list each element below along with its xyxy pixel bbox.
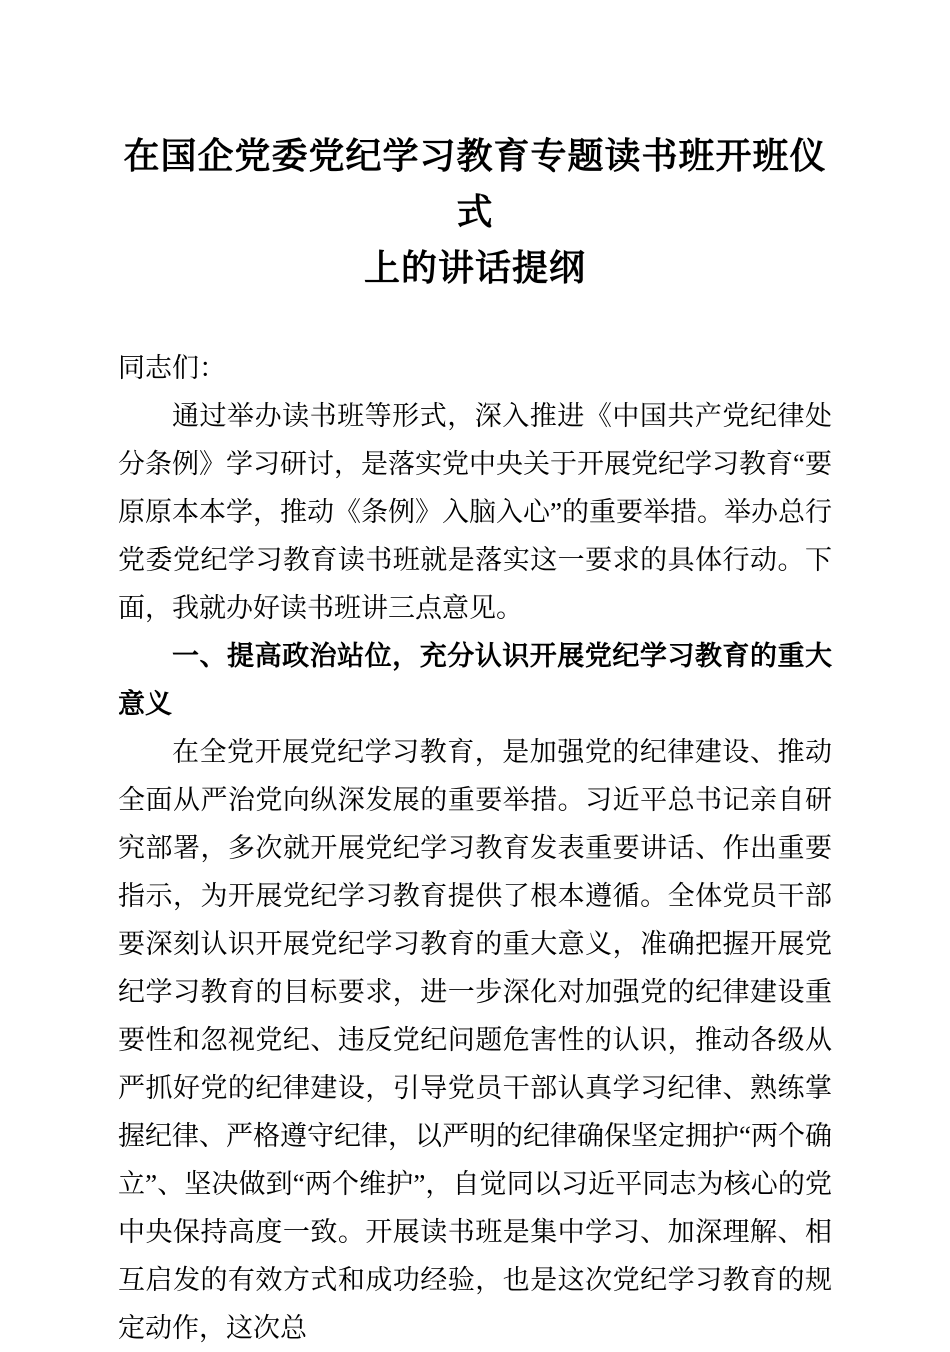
paragraph: 通过举办读书班等形式，深入推进《中国共产党纪律处分条例》学习研讨，是落实党中央关于开展党纪学习教育“要原原本本学，推动《条例》入脑入心”的重要举措。举办总行党委党纪学习教育读书班就是落实这一要求的具体行动。下面，我就办好读书班讲三点意见。 (118, 401, 832, 623)
document-title-line-1: 在国企党委党纪学习教育专题读书班开班仪式 (123, 136, 827, 232)
salutation: 同志们： (118, 353, 226, 383)
section-heading: 一、提高政治站位，充分认识开展党纪学习教育的重大意义 (118, 641, 832, 719)
document-title (118, 128, 832, 296)
document-body (118, 344, 832, 1352)
document-title-line-2: 上的讲话提纲 (363, 248, 586, 288)
paragraph: 在全党开展党纪学习教育，是加强党的纪律建设、推动全面从严治党向纵深发展的重要举措。习近平总书记亲自研究部署，多次就开展党纪学习教育发表重要讲话、作出重要指示，为开展党纪学习教育提供了根本遵循。全体党员干部要深刻认识开展党纪学习教育的重大意义，准确把握开展党纪学习教育的目标要求，进一步深化对加强党的纪律建设重要性和忽视党纪、违反党纪问题危害性的认识，推动各级从严抓好党的纪律建设，引导党员干部认真学习纪律、熟练掌握纪律、严格遵守纪律，以严明的纪律确保坚定拥护“两个确立”、坚决做到“两个维护”，自觉同以习近平同志为核心的党中央保持高度一致。开展读书班是集中学习、加深理解、相互启发的有效方式和成功经验，也是这次党纪学习教育的规定动作，这次总 (118, 737, 832, 1343)
